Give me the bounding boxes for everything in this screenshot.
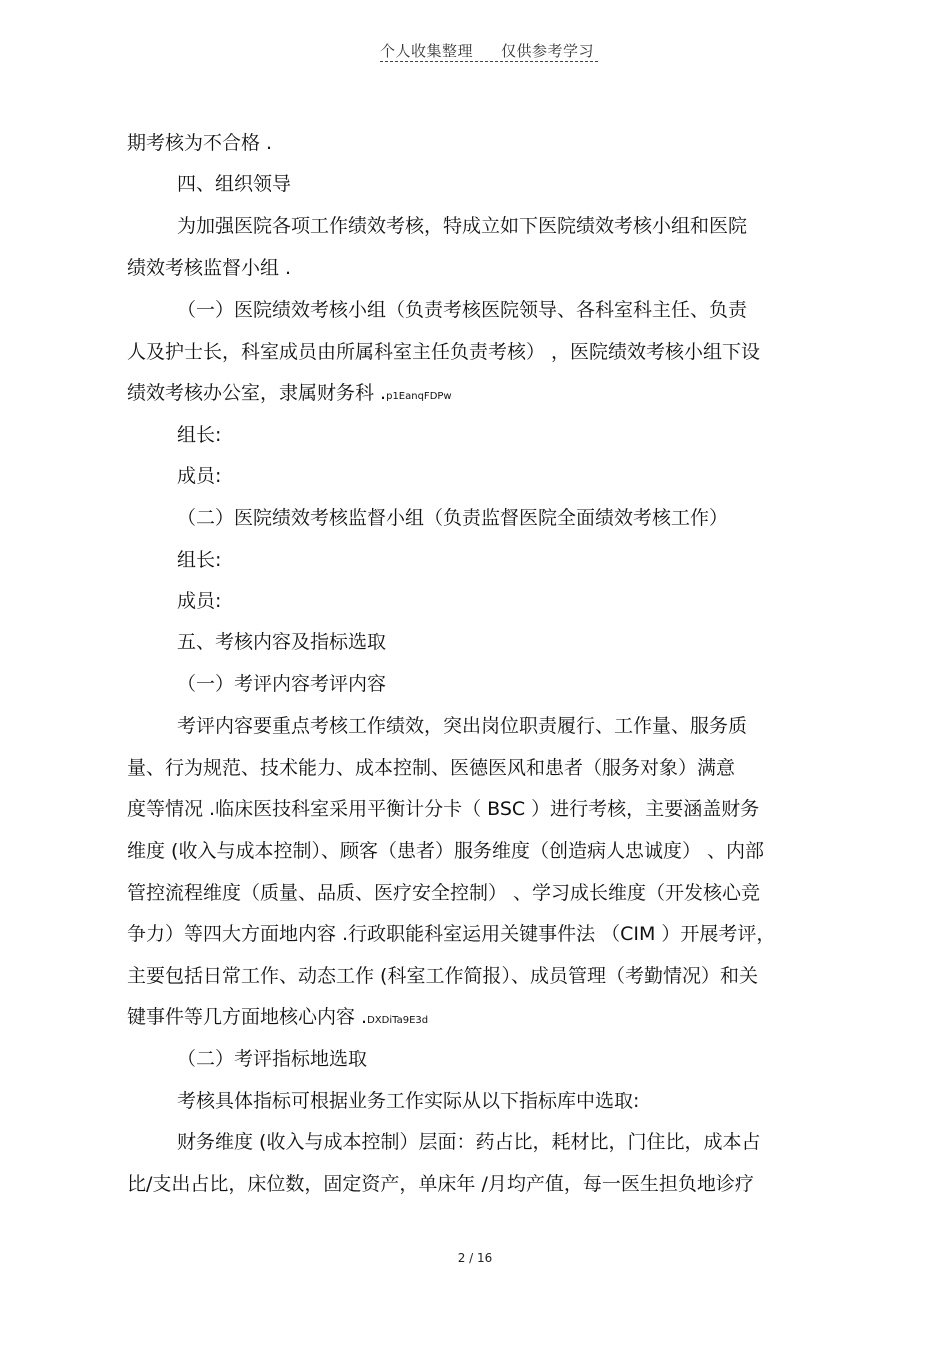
body-line: 考核具体指标可根据业务工作实际从以下指标库中选取:	[177, 1090, 640, 1112]
body-line: 度等情况 .临床医技科室采用平衡计分卡（ BSC ）进行考核，主要涵盖财务	[127, 798, 760, 820]
subsection-heading: （二）医院绩效考核监督小组（负责监督医院全面绩效考核工作）	[177, 507, 729, 529]
body-line: 比/支出占比，床位数，固定资产，单床年 /月均产值，每一医生担负地诊疗	[127, 1173, 754, 1195]
header-right: 仅供参考学习	[501, 42, 595, 60]
body-line: 争力）等四大方面地内容 .行政职能科室运用关键事件法 （CIM ）开展考评，	[127, 923, 776, 945]
body-line	[127, 1005, 428, 1033]
body-line	[127, 381, 452, 409]
body-line: 组长:	[177, 549, 222, 571]
body-line: 主要包括日常工作、动态工作 (科室工作简报）、成员管理（考勤情况）和关	[127, 965, 758, 987]
body-line: 管控流程维度（质量、品质、医疗安全控制） 、学习成长维度（开发核心竞	[127, 882, 761, 904]
body-line: 人及护士长，科室成员由所属科室主任负责考核） ，医院绩效考核小组下设	[127, 341, 761, 363]
body-line: 绩效考核监督小组 .	[127, 257, 292, 279]
subsection-heading: （二）考评指标地选取	[177, 1048, 368, 1070]
body-line: 组长:	[177, 424, 222, 446]
body-line: 量、行为规范、技术能力、成本控制、医德医风和患者（服务对象）满意	[127, 757, 736, 779]
body-line-text: 绩效考核办公室，隶属财务科 .	[127, 382, 387, 404]
hidden-code: DXDiTa9E3d	[367, 1015, 429, 1026]
body-line: 成员:	[177, 465, 222, 487]
subsection-heading: （一）医院绩效考核小组（负责考核医院领导、各科室科主任、负责	[177, 299, 748, 321]
section-heading: 四、组织领导	[177, 173, 292, 195]
body-line: 为加强医院各项工作绩效考核，特成立如下医院绩效考核小组和医院	[177, 215, 748, 237]
header-left: 个人收集整理	[380, 42, 474, 60]
body-line: 考评内容要重点考核工作绩效，突出岗位职责履行、工作量、服务质	[177, 715, 748, 737]
subsection-heading: （一）考评内容考评内容	[177, 673, 387, 695]
body-line: 维度 (收入与成本控制）、顾客（患者）服务维度（创造病人忠诚度） 、内部	[127, 840, 764, 862]
section-heading: 五、考核内容及指标选取	[177, 631, 387, 653]
body-line-text: 键事件等几方面地核心内容 .	[127, 1006, 368, 1028]
body-line: 成员:	[177, 590, 222, 612]
hidden-code: p1EanqFDPw	[386, 391, 452, 402]
body-line: 期考核为不合格 .	[127, 132, 273, 154]
page-number: 2 / 16	[457, 1251, 493, 1265]
header-divider	[380, 61, 598, 62]
header-text	[380, 40, 600, 61]
body-line: 财务维度 (收入与成本控制）层面：药占比，耗材比，门住比，成本占	[177, 1131, 761, 1153]
